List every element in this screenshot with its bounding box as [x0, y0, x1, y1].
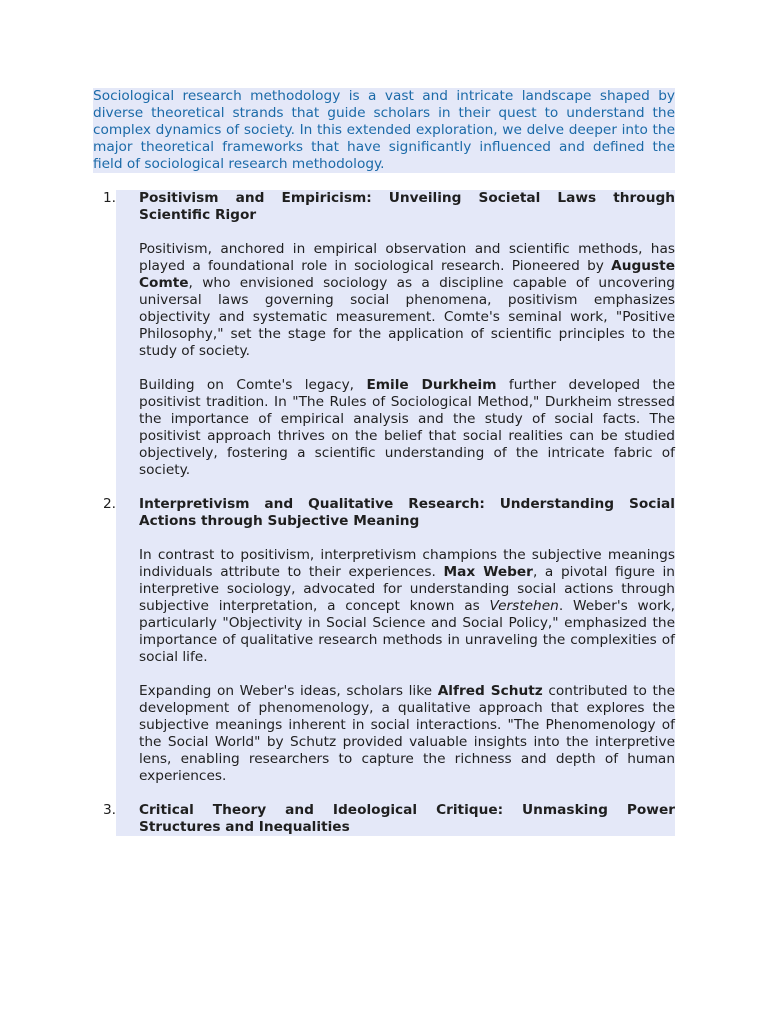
author-name: Auguste Comte	[139, 258, 675, 291]
section-paragraph: Positivism, anchored in empirical observation and scientific methods, has played a foundational role in sociological research. Pioneered by Auguste Comte, who envisioned sociology as a discipline capable of uncovering universal laws governing social phenomena, positivism emphasizes objectivity and systematic measurement. Comte's seminal work, "Positive Philosophy," set the stage for the application of scientific principles to the study of society.	[139, 241, 675, 359]
section-paragraph: Building on Comte's legacy, Emile Durkheim further developed the positivist tradition. In "The Rules of Sociological Method," Durkheim stressed the importance of empirical analysis and the study of social facts. The positivist approach thrives on the belief that social realities can be studied objectively, fostering a scientific understanding of the intricate fabric of society.	[139, 377, 675, 478]
section-heading-positivism: Positivism and Empiricism: Unveiling Societal Laws through Scientific Rigor	[139, 190, 675, 223]
author-name: Alfred Schutz	[437, 683, 543, 699]
section-paragraph: In contrast to positivism, interpretivism champions the subjective meanings individuals attribute to their experiences. Max Weber, a pivotal figure in interpretive sociology, advocated for understanding social actions through subjective interpretation, a concept known as Verstehen. Weber's work, particularly "Objectivity in Social Science and Social Policy," emphasized the importance of qualitative research methods in unraveling the complexities of social life.	[139, 547, 675, 665]
author-name: Max Weber	[443, 564, 533, 580]
section-heading-critical-theory: Critical Theory and Ideological Critique: Unmasking Power Structures and Inequalities	[139, 802, 675, 835]
list-number: 2.	[93, 496, 116, 513]
list-item-2	[102, 496, 675, 802]
section-paragraph: Expanding on Weber's ideas, scholars like Alfred Schutz contributed to the development of phenomenology, a qualitative approach that explores the subjective meanings inherent in social interactions. "The Phenomenology of the Social World" by Schutz provided valuable insights into the interpretive lens, enabling researchers to capture the richness and depth of human experiences.	[139, 683, 675, 784]
list-item-1	[102, 190, 675, 496]
section-heading-interpretivism: Interpretivism and Qualitative Research: Understanding Social Actions through Subjective Meaning	[139, 496, 675, 529]
document-body	[93, 88, 675, 836]
list-number: 3.	[93, 802, 116, 819]
list-item-3	[102, 802, 675, 836]
list-number: 1.	[93, 190, 116, 207]
italic-term: Verstehen	[489, 598, 559, 614]
intro-paragraph: Sociological research methodology is a vast and intricate landscape shaped by diverse theoretical strands that guide scholars in their quest to understand the complex dynamics of society. In this extended exploration, we delve deeper into the major theoretical frameworks that have significantly influenced and defined the field of sociological research methodology.	[93, 88, 675, 172]
author-name: Emile Durkheim	[366, 377, 497, 393]
